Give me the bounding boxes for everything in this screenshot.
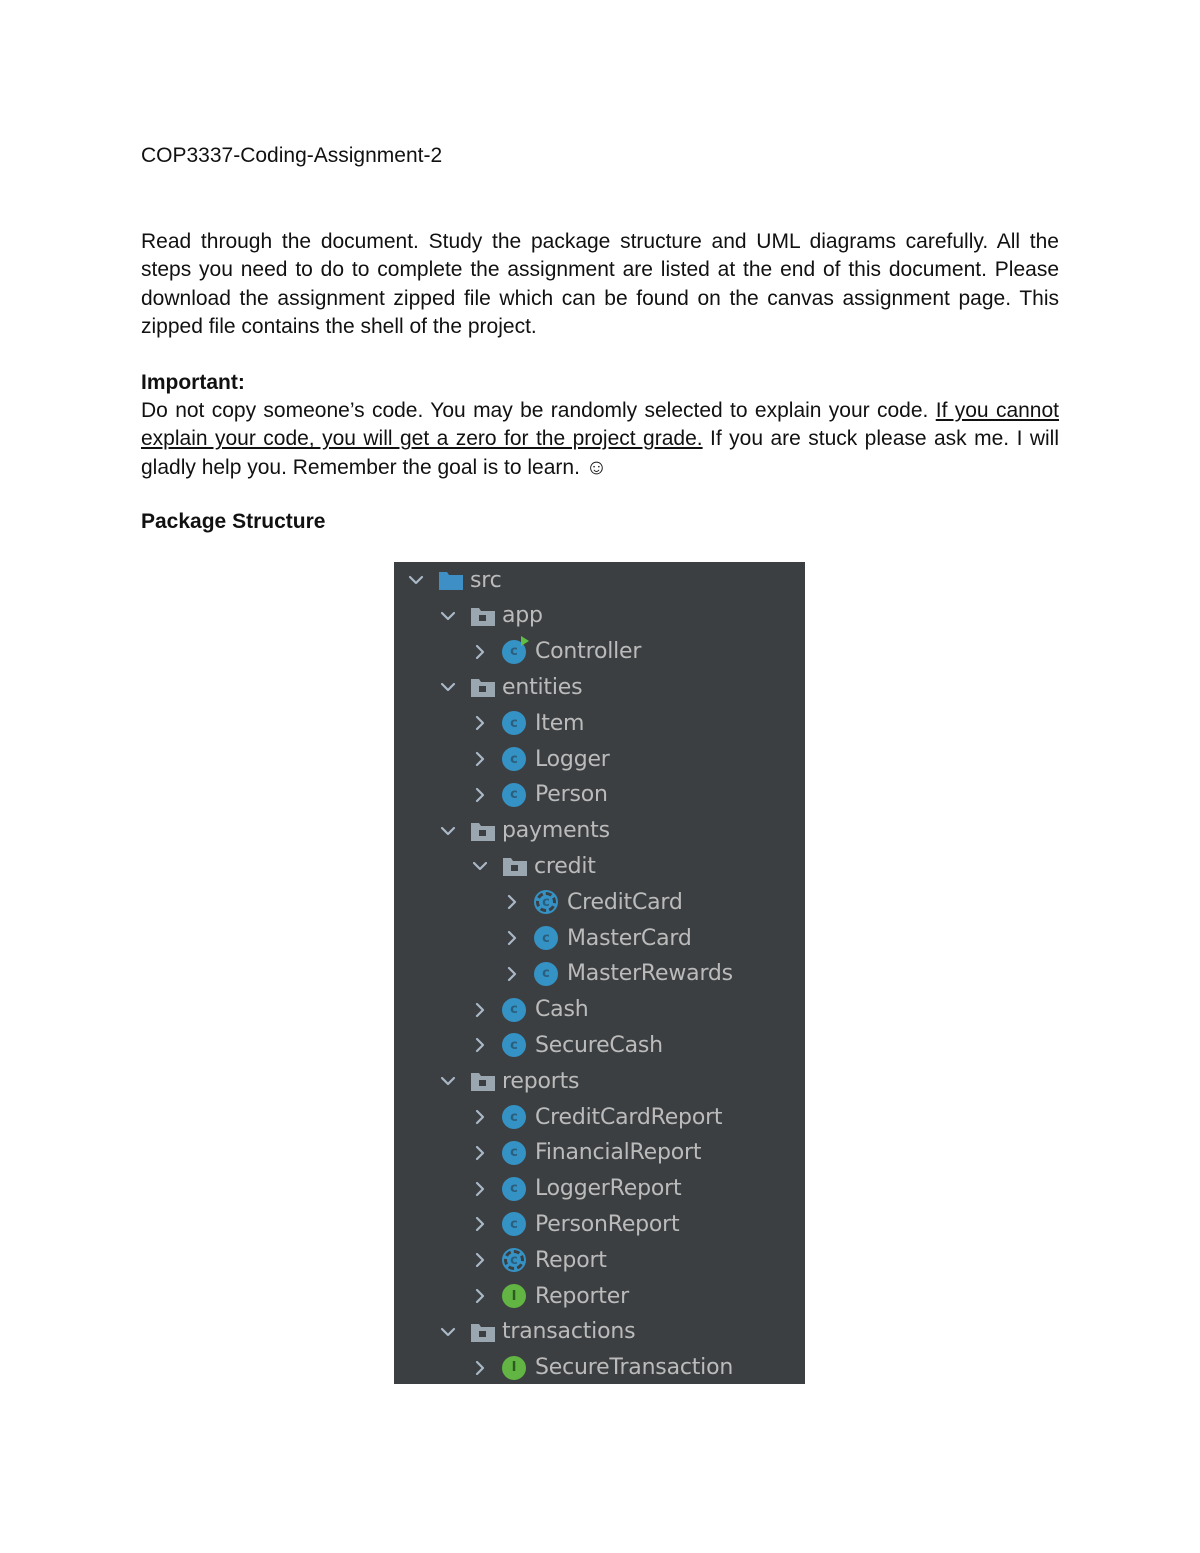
important-underlined-text: If you cannot explain your code, you will get a zero for the project grade. [141, 399, 1060, 451]
class-icon: c [534, 926, 558, 950]
abstract-class-icon: c [504, 1250, 524, 1270]
tree-node-label: CreditCardReport [535, 1104, 723, 1130]
chevron-right-icon[interactable] [502, 964, 522, 984]
abstract-class-icon: c [536, 892, 556, 912]
class-icon: c [502, 1033, 526, 1057]
tree-node-loggerreport[interactable] [470, 1171, 681, 1207]
tree-node-label: PersonReport [535, 1211, 680, 1237]
chevron-down-icon[interactable] [470, 856, 490, 876]
tree-node-creditcard[interactable] [502, 884, 683, 920]
class-icon: c [502, 711, 526, 735]
chevron-right-icon[interactable] [470, 785, 490, 805]
tree-node-label: CreditCard [567, 889, 683, 915]
chevron-down-icon[interactable] [438, 1071, 458, 1091]
tree-node-entities[interactable] [438, 669, 582, 705]
class-icon: c [502, 998, 526, 1022]
chevron-right-icon[interactable] [470, 1286, 490, 1306]
tree-node-label: transactions [502, 1319, 636, 1345]
tree-node-label: Reporter [535, 1283, 629, 1309]
important-tail-text: If you are stuck please ask me. I will gladly help you. Remember the goal is to learn. ☺ [141, 427, 1059, 479]
tree-node-label: FinancialReport [535, 1140, 702, 1166]
interface-icon: I [502, 1284, 526, 1308]
package-folder-icon [470, 1070, 496, 1092]
tree-node-label: payments [502, 818, 610, 844]
package-folder-icon [470, 1321, 496, 1343]
tree-node-mastercard[interactable] [502, 920, 692, 956]
important-heading: Important: [141, 371, 245, 394]
tree-node-label: Person [535, 782, 608, 808]
chevron-right-icon[interactable] [470, 1358, 490, 1378]
class-icon: c [534, 962, 558, 986]
tree-node-label: src [470, 567, 502, 593]
package-folder-icon [470, 820, 496, 842]
project-tree-panel [394, 562, 805, 1384]
tree-node-label: app [502, 603, 543, 629]
tree-node-label: Logger [535, 746, 610, 772]
chevron-down-icon[interactable] [438, 1322, 458, 1342]
tree-node-label: LoggerReport [535, 1176, 682, 1202]
tree-node-reports[interactable] [438, 1063, 579, 1099]
chevron-right-icon[interactable] [502, 892, 522, 912]
tree-node-cash[interactable] [470, 992, 588, 1028]
tree-node-controller[interactable] [470, 634, 641, 670]
tree-node-transactions[interactable] [438, 1314, 635, 1350]
important-lead-text: Do not copy someone’s code. You may be randomly selected to explain your code. [141, 399, 936, 422]
tree-node-personreport[interactable] [470, 1206, 679, 1242]
class-icon: c [502, 1141, 526, 1165]
package-folder-icon [470, 676, 496, 698]
chevron-right-icon[interactable] [470, 642, 490, 662]
document-title: COP3337-Coding-Assignment-2 [141, 144, 443, 167]
tree-node-report[interactable] [470, 1242, 607, 1278]
chevron-down-icon[interactable] [438, 606, 458, 626]
chevron-down-icon[interactable] [438, 821, 458, 841]
chevron-right-icon[interactable] [470, 1250, 490, 1270]
class-icon: c [502, 783, 526, 807]
tree-node-item[interactable] [470, 705, 584, 741]
class-icon: c [502, 1105, 526, 1129]
tree-node-securetransaction[interactable] [470, 1350, 733, 1384]
runnable-class-icon: c [502, 640, 526, 664]
tree-node-app[interactable] [438, 598, 543, 634]
tree-node-label: Cash [535, 997, 589, 1023]
tree-node-label: MasterCard [567, 925, 692, 951]
package-structure-heading: Package Structure [141, 510, 326, 533]
tree-node-securecash[interactable] [470, 1027, 663, 1063]
tree-node-label: reports [502, 1068, 580, 1094]
chevron-right-icon[interactable] [470, 1035, 490, 1055]
tree-node-credit[interactable] [470, 848, 596, 884]
class-icon: c [502, 747, 526, 771]
tree-node-label: entities [502, 674, 583, 700]
tree-node-label: credit [534, 853, 596, 879]
tree-node-src[interactable] [406, 562, 502, 598]
tree-node-label: Report [535, 1247, 607, 1273]
package-folder-icon [502, 855, 528, 877]
chevron-right-icon[interactable] [470, 1214, 490, 1234]
chevron-right-icon[interactable] [470, 1143, 490, 1163]
chevron-right-icon[interactable] [470, 1179, 490, 1199]
chevron-right-icon[interactable] [470, 713, 490, 733]
class-icon: c [502, 1177, 526, 1201]
chevron-right-icon[interactable] [470, 749, 490, 769]
tree-node-creditcardreport[interactable] [470, 1099, 722, 1135]
tree-node-logger[interactable] [470, 741, 610, 777]
chevron-right-icon[interactable] [502, 928, 522, 948]
tree-node-reporter[interactable] [470, 1278, 629, 1314]
tree-node-label: MasterRewards [567, 961, 733, 987]
important-paragraph [141, 397, 1059, 482]
tree-node-financialreport[interactable] [470, 1135, 701, 1171]
chevron-down-icon[interactable] [406, 570, 426, 590]
chevron-right-icon[interactable] [470, 1000, 490, 1020]
chevron-right-icon[interactable] [470, 1107, 490, 1127]
tree-node-masterrewards[interactable] [502, 956, 733, 992]
run-marker-icon [521, 636, 529, 646]
source-folder-icon [438, 569, 464, 591]
class-icon: c [502, 1212, 526, 1236]
tree-node-label: Item [535, 710, 585, 736]
tree-node-label: SecureTransaction [535, 1355, 734, 1381]
tree-node-label: Controller [535, 639, 642, 665]
tree-node-person[interactable] [470, 777, 608, 813]
package-folder-icon [470, 605, 496, 627]
tree-node-payments[interactable] [438, 813, 610, 849]
chevron-down-icon[interactable] [438, 677, 458, 697]
tree-node-label: SecureCash [535, 1032, 663, 1058]
interface-icon: I [502, 1356, 526, 1380]
intro-paragraph: Read through the document. Study the package structure and UML diagrams carefully. All the steps you need to do to complete the assignment are listed at the end of this document. Please download the assignment zipped file which can be found on the canvas assignment page. This zipped file contains the shell of the project. [141, 230, 1059, 338]
